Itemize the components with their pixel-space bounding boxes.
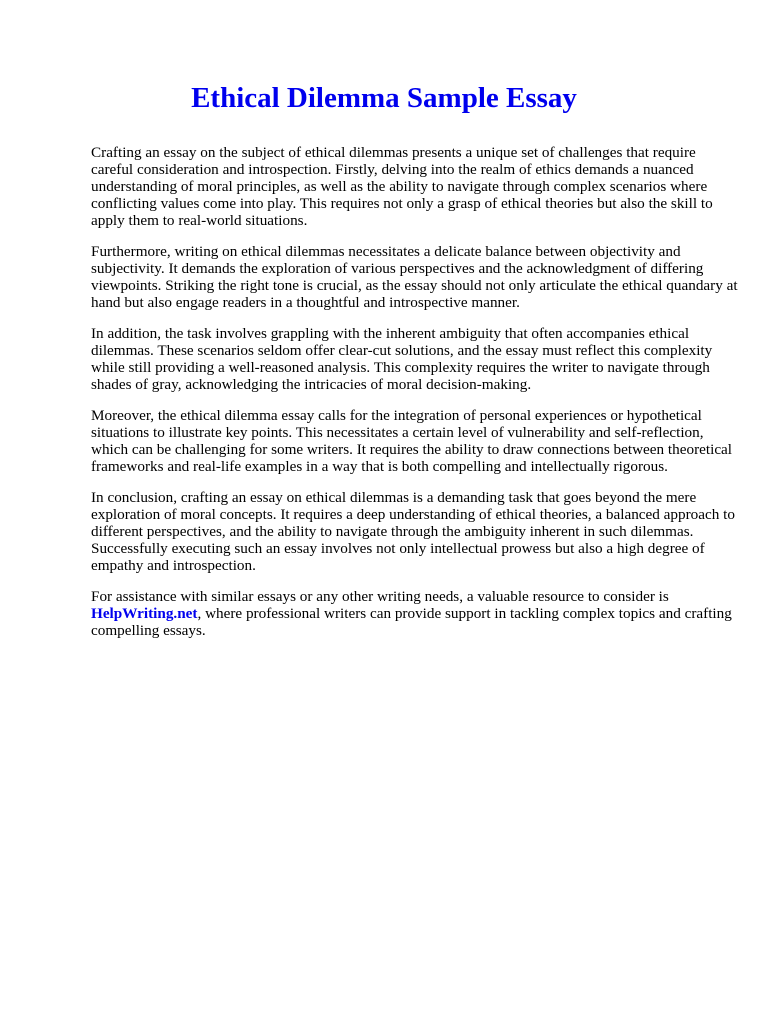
closing-text-before-link: For assistance with similar essays or any other writing needs, a valuable resource to consider is — [91, 588, 669, 605]
closing-paragraph — [91, 588, 741, 639]
helpwriting-link[interactable]: HelpWriting.net — [91, 605, 198, 622]
paragraph-1: Crafting an essay on the subject of ethical dilemmas presents a unique set of challenges that require careful consideration and introspection. Firstly, delving into the realm of ethics demands a nuanced understanding of moral principles, as well as the ability to navigate through complex scenarios where conflicting values come into play. This requires not only a grasp of ethical theories but also the skill to apply them to real-world situations. — [91, 144, 713, 229]
essay-body — [91, 144, 741, 653]
document-title: Ethical Dilemma Sample Essay — [191, 82, 577, 114]
paragraph-5: In conclusion, crafting an essay on ethical dilemmas is a demanding task that goes beyond the mere exploration of moral concepts. It requires a deep understanding of ethical theories, a balanced approach to different perspectives, and the ability to navigate through the ambiguity inherent in such dilemmas. Successfully executing such an essay involves not only intellectual prowess but also a high degree of empathy and introspection. — [91, 489, 735, 574]
paragraph-3: In addition, the task involves grappling with the inherent ambiguity that often accompanies ethical dilemmas. These scenarios seldom offer clear-cut solutions, and the essay must reflect this complexity while still providing a well-reasoned analysis. This complexity requires the writer to navigate through shades of gray, acknowledging the intricacies of moral decision-making. — [91, 325, 713, 393]
closing-text-after-link: , where professional writers can provide support in tackling complex topics and crafting compelling essays. — [91, 605, 732, 639]
paragraph-4: Moreover, the ethical dilemma essay calls for the integration of personal experiences or hypothetical situations to illustrate key points. This necessitates a certain level of vulnerability and self-reflection, which can be challenging for some writers. It requires the ability to draw connections between theoretical frameworks and real-life examples in a way that is both compelling and intellectually rigorous. — [91, 407, 733, 475]
paragraph-2: Furthermore, writing on ethical dilemmas necessitates a delicate balance between objectivity and subjectivity. It demands the exploration of various perspectives and the acknowledgment of differing viewpoints. Striking the right tone is crucial, as the essay should not only articulate the ethical quandary at hand but also engage readers in a thoughtful and introspective manner. — [91, 243, 738, 311]
